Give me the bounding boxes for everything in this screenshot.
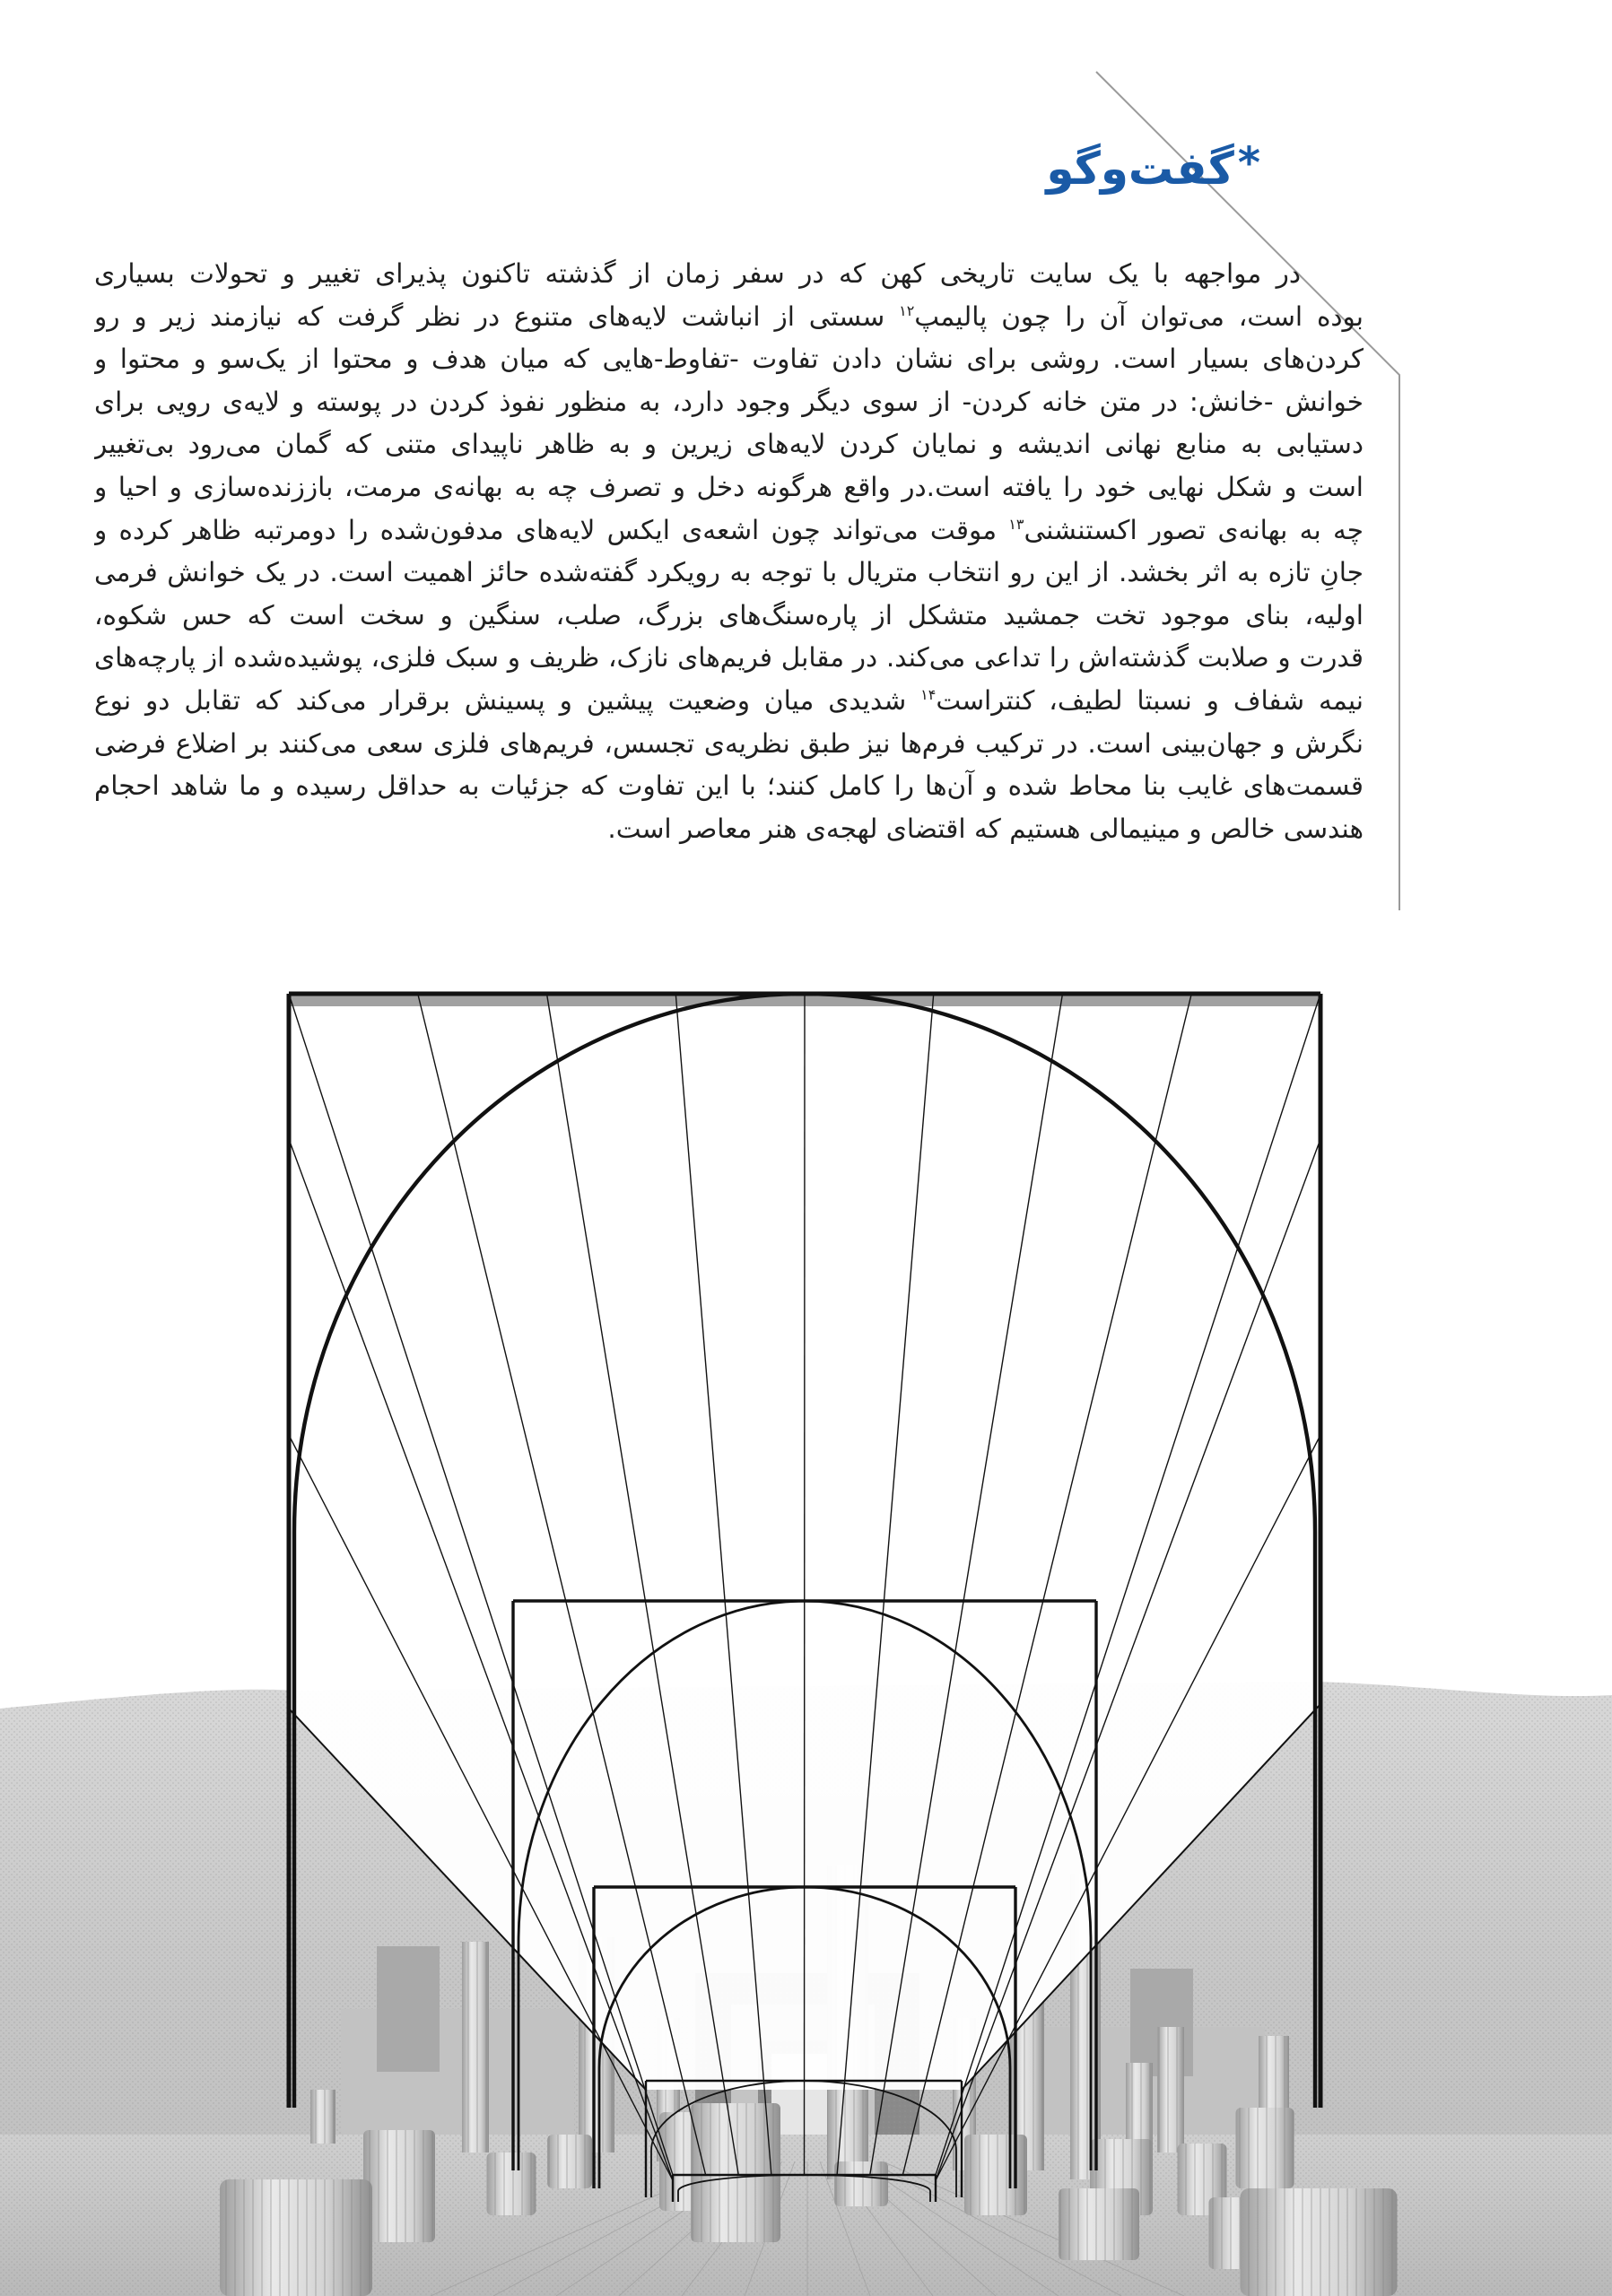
foreground-column-base-flutes: [1241, 2188, 1398, 2296]
text-line: کردن‌های بسیار است. روشی برای نشان دادن تفاوت -تفاوط-هایی که میان هدف و محتوا از یک‌سو و محتوا و: [94, 344, 1364, 375]
text-line: قسمت‌های غایب بنا محاط شده و آن‌ها را کامل کنند؛ با این تفاوت که جزئیات به حداقل رسیده و ما شاهد احجام: [94, 770, 1364, 802]
figure: [0, 969, 1612, 2296]
perspective-ray: [805, 994, 806, 2175]
text-line: خوانش -خانش: در متن خانه کردن- از سوی دیگر وجود دارد، به منظور نفوذ کردن در پوسته و لایه‌ی رویی برای: [94, 386, 1364, 417]
foreground-column-base-flutes: [220, 2179, 372, 2296]
text-line: دستیابی به منابع نهانی اندیشه و نمایان کردن لایه‌های زیرین و به ظاهر ناپیدای متنی که گمان می‌رود بی‌تغییر: [94, 429, 1364, 460]
section-heading: [1046, 138, 1260, 196]
section-heading-text: گفت‌وگو: [1046, 143, 1234, 195]
text-line: بوده است، می‌توان آن را چون پالیمپ$^{۱۲}$ سستی از انباشت لایه‌های متنوع در نظر گرفت که نیازمند زیر و رو: [94, 300, 1364, 332]
column-flutes: [462, 1942, 489, 2152]
text-line: جانِ تازه به اثر بخشد. از این رو انتخاب متریال با توجه به رویکرد گفته‌شده حائز اهمیت است. در یک خوانش فرمی: [94, 557, 1364, 588]
text-line: هندسی خالص و مینیمالی هستیم که اقتضای لهجه‌ی هنر معاصر است.: [607, 813, 1364, 844]
column-base-flutes: [834, 2161, 888, 2206]
perspective-figure: [0, 969, 1612, 2296]
footnote-marker[interactable]: ۱۴: [920, 686, 937, 704]
doorway-left: [377, 1946, 440, 2072]
text-line: نگرش و جهان‌بینی است. در ترکیب فرم‌ها نیز طبق نظریه‌ی تجسس، فریم‌های فلزی سعی می‌کنند بر اضلاع فرضی: [94, 727, 1364, 759]
column-flutes: [310, 2090, 335, 2144]
column-base-flutes: [1059, 2188, 1139, 2260]
text-line: در مواجهه با یک سایت تاریخی کهن که در سفر زمان از گذشته تاکنون پذیرای تغییر و تحولات بسیاری: [94, 258, 1301, 289]
asterisk-icon: *: [1237, 138, 1260, 188]
text-line: قدرت و صلابت گذشته‌اش را تداعی می‌کند. در مقابل فریم‌های نازک، ظریف و سبک فلزی، پوشیده‌شده از پارچه‌های: [94, 642, 1364, 674]
article-body: [94, 253, 1364, 850]
column-base-flutes: [547, 2135, 592, 2188]
text-line: چه به بهانه‌ی تصور اکستنشنی$^{۱۳}$ موقت می‌تواند چون اشعه‌ی ایکس لایه‌های مدفون‌شده را دومرتبه ظاهر کرده و: [94, 514, 1364, 545]
column-base-flutes: [363, 2130, 435, 2242]
column-base-flutes: [964, 2135, 1027, 2215]
column-base-flutes: [1236, 2108, 1294, 2188]
column-base-flutes: [487, 2152, 536, 2215]
footnote-marker[interactable]: ۱۲: [899, 301, 915, 319]
text-line: نیمه شفاف و نسبتا لطیف، کنتراست$^{۱۴}$ شدیدی میان وضعیت پیشین و پسینش برقرار می‌کند که تقابل دو نوع: [94, 684, 1364, 716]
footnote-marker[interactable]: ۱۳: [1008, 515, 1024, 533]
column-flutes: [1157, 2027, 1184, 2152]
text-line: اولیه، بنای موجود تخت جمشید متشکل از پاره‌سنگ‌های بزرگ، صلب، سنگین و سخت است که حس شکوه،: [94, 599, 1364, 631]
text-line: است و شکل نهایی خود را یافته است.در واقع هرگونه دخل و تصرف چه به بهانه‌ی مرمت، باززنده‌سازی و احیا و: [94, 471, 1364, 502]
